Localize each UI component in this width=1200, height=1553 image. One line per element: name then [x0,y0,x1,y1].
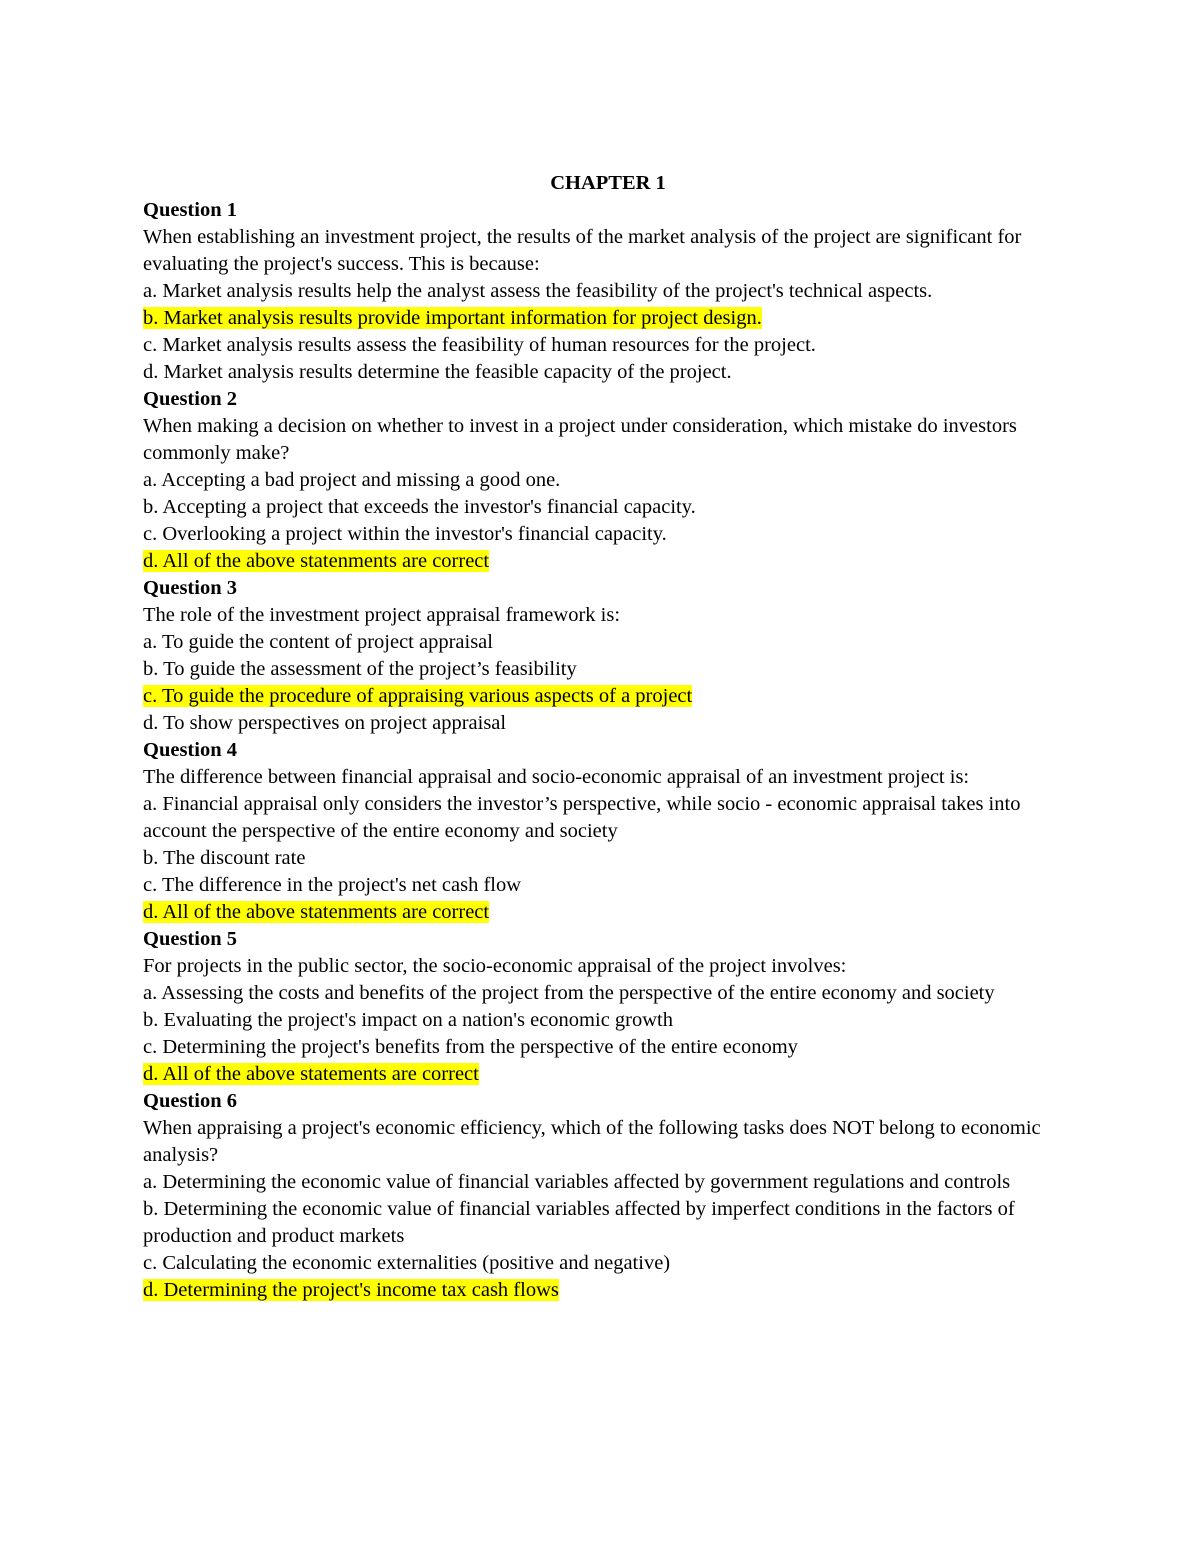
answer-option-text: b. To guide the assessment of the project’s feasibility [143,658,577,680]
question-block [143,1088,1073,1304]
answer-option [143,656,1073,683]
answer-option-text: c. The difference in the project's net cash flow [143,874,522,896]
question-heading: Question 6 [143,1090,237,1112]
answer-option [143,710,1073,737]
answer-option-text-highlighted: d. Determining the project's income tax cash flows [143,1279,559,1301]
answer-option [143,1007,1073,1034]
answer-option [143,899,1073,926]
question-stem: When appraising a project's economic efficiency, which of the following tasks does NOT belong to economic analysis? [143,1117,1041,1166]
answer-option-text: c. Determining the project's benefits from the perspective of the entire economy [143,1036,798,1058]
question-stem: The difference between financial appraisal and socio-economic appraisal of an investment project is: [143,766,970,788]
question-block [143,575,1073,737]
answer-option-text: a. To guide the content of project appraisal [143,631,493,653]
answer-option-text: a. Market analysis results help the analyst assess the feasibility of the project's technical aspects. [143,280,933,302]
chapter-title: CHAPTER 1 [550,172,666,194]
question-heading: Question 3 [143,577,237,599]
question-block [143,737,1073,926]
question-list [143,197,1073,1304]
answer-option [143,1277,1073,1304]
answer-option-text: b. Evaluating the project's impact on a nation's economic growth [143,1009,673,1031]
answer-option-text: c. Calculating the economic externalities (positive and negative) [143,1252,671,1274]
answer-option [143,305,1073,332]
question-block [143,386,1073,575]
answer-option [143,1250,1073,1277]
answer-option [143,467,1073,494]
answer-option [143,629,1073,656]
answer-option-text-highlighted: d. All of the above statenments are correct [143,550,490,572]
answer-option-text-highlighted: d. All of the above statenments are correct [143,901,490,923]
question-heading: Question 1 [143,199,237,221]
answer-option [143,1169,1073,1196]
answer-option [143,494,1073,521]
question-stem: When establishing an investment project, the results of the market analysis of the project are significant for evaluating the project's success. This is because: [143,226,1022,275]
answer-option-text: a. Assessing the costs and benefits of the project from the perspective of the entire economy and society [143,982,995,1004]
question-stem: The role of the investment project appraisal framework is: [143,604,621,626]
answer-option-text: c. Overlooking a project within the investor's financial capacity. [143,523,667,545]
answer-option [143,359,1073,386]
answer-option-text: d. To show perspectives on project appraisal [143,712,507,734]
question-stem: When making a decision on whether to invest in a project under consideration, which mistake do investors commonly make? [143,415,1017,464]
answer-option [143,845,1073,872]
answer-option-text: a. Accepting a bad project and missing a good one. [143,469,561,491]
question-heading: Question 4 [143,739,237,761]
question-heading: Question 5 [143,928,237,950]
answer-option-text: c. Market analysis results assess the feasibility of human resources for the project. [143,334,816,356]
answer-option [143,1061,1073,1088]
answer-option [143,872,1073,899]
answer-option-text: a. Determining the economic value of financial variables affected by government regulations and controls [143,1171,1011,1193]
answer-option-text: b. The discount rate [143,847,306,869]
question-block [143,197,1073,386]
answer-option-text: b. Accepting a project that exceeds the investor's financial capacity. [143,496,696,518]
answer-option-text: b. Determining the economic value of financial variables affected by imperfect conditions in the factors of production and product markets [143,1198,1015,1247]
answer-option [143,683,1073,710]
question-heading: Question 2 [143,388,237,410]
answer-option [143,1196,1073,1250]
answer-option [143,332,1073,359]
document-content [143,170,1073,1304]
answer-option [143,548,1073,575]
answer-option [143,521,1073,548]
answer-option-text-highlighted: c. To guide the procedure of appraising various aspects of a project [143,685,693,707]
answer-option [143,278,1073,305]
answer-option [143,791,1073,845]
answer-option-text-highlighted: b. Market analysis results provide important information for project design. [143,307,762,329]
answer-option [143,980,1073,1007]
answer-option [143,1034,1073,1061]
answer-option-text: d. Market analysis results determine the feasible capacity of the project. [143,361,732,383]
question-stem: For projects in the public sector, the socio-economic appraisal of the project involves: [143,955,847,977]
answer-option-text-highlighted: d. All of the above statements are correct [143,1063,479,1085]
question-block [143,926,1073,1088]
answer-option-text: a. Financial appraisal only considers the investor’s perspective, while socio - economic appraisal takes into account the perspective of the entire economy and society [143,793,1021,842]
